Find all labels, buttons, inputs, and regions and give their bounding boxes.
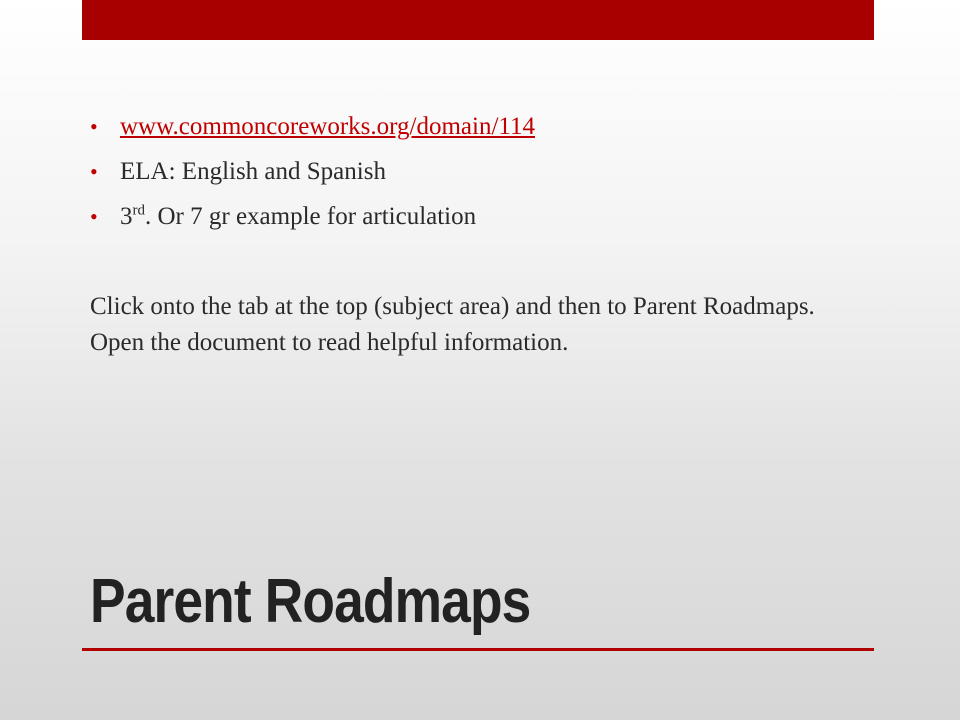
title-underline-rule	[82, 648, 874, 651]
bullet-item-ela	[90, 149, 870, 194]
bullet-dot-icon: •	[90, 159, 98, 184]
bullet-text-grade-rest: . Or 7 gr example for articulation	[145, 203, 477, 230]
bullet-dot-icon: •	[90, 204, 98, 229]
commoncoreworks-link[interactable]: www.commoncoreworks.org/domain/114	[120, 113, 535, 140]
ordinal-superscript: rd	[132, 202, 145, 219]
bullet-text-ela: ELA: English and Spanish	[120, 158, 386, 185]
bullet-list	[90, 104, 870, 239]
bullet-text-grade-number: 3	[120, 203, 133, 230]
top-accent-bar	[82, 0, 874, 40]
instruction-paragraph: Click onto the tab at the top (subject area) and then to Parent Roadmaps. Open the document to read helpful information.	[90, 293, 815, 356]
bullet-item-grade	[90, 194, 870, 239]
slide-title: Parent Roadmaps	[90, 567, 531, 636]
bullet-dot-icon: •	[90, 114, 98, 139]
bullet-item-link	[90, 104, 870, 149]
